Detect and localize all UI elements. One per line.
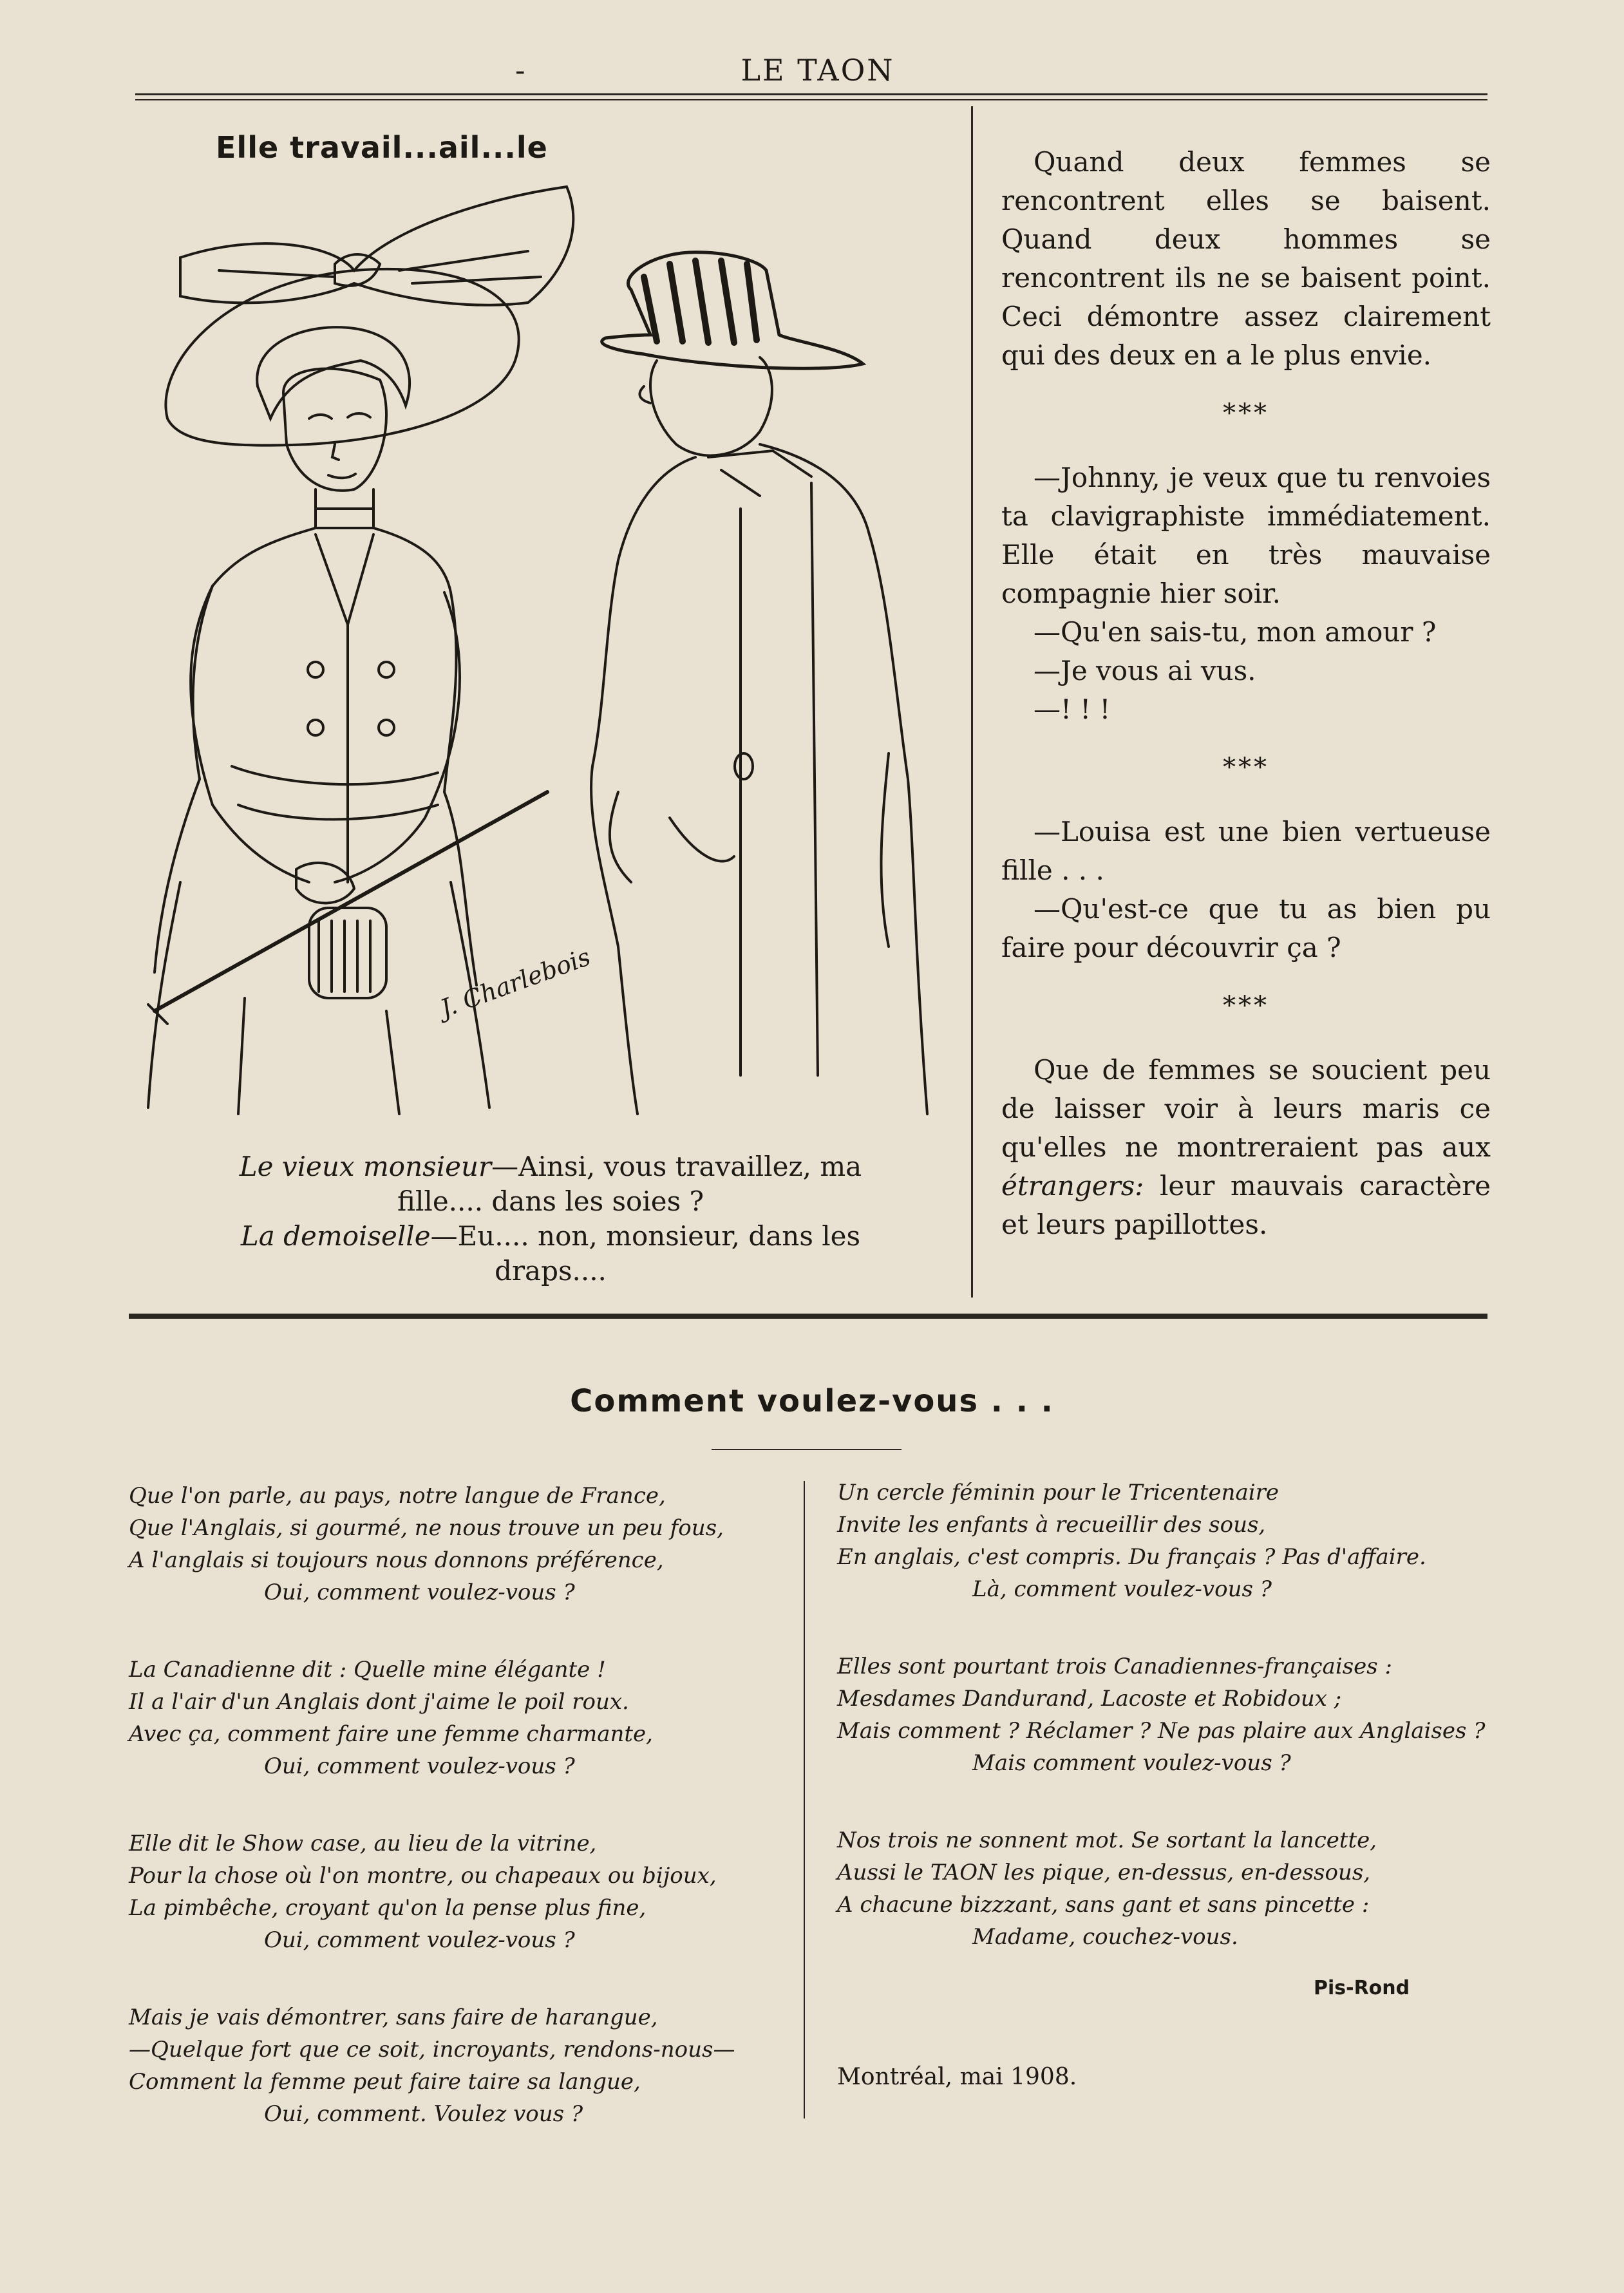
masthead-title: LE TAON bbox=[741, 53, 895, 88]
poem-line: La pimbêche, croyant qu'on la pense plus fine, bbox=[129, 1895, 647, 1921]
cartoon-caption bbox=[212, 1149, 889, 1288]
poem-line: Mais comment ? Réclamer ? Ne pas plaire aux Anglaises ? bbox=[837, 1718, 1486, 1744]
poem-line: Il a l'air d'un Anglais dont j'aime le poil roux. bbox=[129, 1689, 629, 1715]
caption-line-1 bbox=[212, 1149, 889, 1219]
woman-jacket bbox=[155, 528, 477, 985]
poem-right-column bbox=[837, 1477, 1486, 1998]
separator-stars-1: *** bbox=[1223, 399, 1269, 428]
joke-4-after: leur mauvais caractère et leurs papillottes. bbox=[1001, 1170, 1491, 1240]
poem-refrain: Mais comment voulez-vous ? bbox=[972, 1750, 1291, 1776]
caption-line-2 bbox=[212, 1219, 889, 1288]
poem-line: —Quelque fort que ce soit, incroyants, rendons-nous— bbox=[129, 2037, 735, 2062]
caption-speaker-1: Le vieux monsieur bbox=[239, 1151, 492, 1182]
poem-column-divider bbox=[804, 1481, 805, 2118]
caption-text-2: —Eu.... non, monsieur, dans les draps.... bbox=[430, 1220, 861, 1287]
poem-line: Invite les enfants à recueillir des sous, bbox=[837, 1512, 1266, 1538]
poem-refrain: Madame, couchez-vous. bbox=[972, 1924, 1238, 1950]
woman-face bbox=[283, 369, 386, 491]
poem-line: Mesdames Dandurand, Lacoste et Robidoux ; bbox=[837, 1686, 1342, 1712]
poem-left-column bbox=[129, 1480, 786, 2175]
column-divider-top bbox=[971, 106, 973, 1297]
poem-line: Que l'Anglais, si gourmé, ne nous trouve un peu fous, bbox=[129, 1515, 724, 1541]
poem-line: En anglais, c'est compris. Du français ? Pas d'affaire. bbox=[837, 1544, 1426, 1570]
poem-stanza bbox=[837, 1650, 1486, 1779]
caption-speaker-2: La demoiselle bbox=[240, 1220, 431, 1252]
poem-line: Avec ça, comment faire une femme charmante, bbox=[129, 1721, 653, 1747]
poem-line: A chacune bizzzant, sans gant et sans pincette : bbox=[837, 1892, 1370, 1918]
joke-3-line-1: —Louisa est une bien vertueuse fille . . . bbox=[1001, 816, 1491, 886]
hat-brim bbox=[165, 269, 518, 446]
joke-2-line-1: —Johnny, je veux que tu renvoies ta clavigraphiste immédiatement. Elle était en très mauvaise compagnie hier soir. bbox=[1001, 462, 1491, 609]
poem-stanza bbox=[837, 1824, 1481, 1953]
artist-signature: J. Charlebois bbox=[437, 942, 594, 1023]
poem-dateline: Montréal, mai 1908. bbox=[837, 2064, 1077, 2090]
hat-bow bbox=[180, 187, 573, 305]
poem-line: Un cercle féminin pour le Tricentenaire bbox=[837, 1480, 1279, 1505]
joke-3-line-2: —Qu'est-ce que tu as bien pu faire pour découvrir ça ? bbox=[1001, 893, 1491, 963]
poem-stanza bbox=[837, 1477, 1481, 1605]
poem-line: Aussi le TAON les pique, en-dessus, en-dessous, bbox=[837, 1860, 1371, 1885]
poem-line: Elles sont pourtant trois Canadiennes-françaises : bbox=[837, 1654, 1392, 1679]
poem-stanza bbox=[129, 2001, 786, 2130]
section-rule-thick bbox=[129, 1314, 1487, 1319]
poem-stanza bbox=[129, 1480, 786, 1609]
poem-stanza bbox=[129, 1654, 786, 1782]
handbag bbox=[309, 908, 386, 998]
poem-line: Que l'on parle, au pays, notre langue de France, bbox=[129, 1483, 666, 1509]
poem-line: Elle dit le Show case, au lieu de la vitrine, bbox=[129, 1831, 597, 1856]
poem-title: Comment voulez-vous . . . bbox=[570, 1383, 1054, 1419]
cartoon-illustration bbox=[142, 174, 966, 1127]
joke-4 bbox=[1001, 1051, 1491, 1244]
joke-2-line-4: —! ! ! bbox=[1034, 694, 1111, 725]
joke-4-before: Que de femmes se soucient peu de laisser voir à leurs maris ce qu'elles ne montreraient pas aux bbox=[1001, 1054, 1491, 1163]
poem-refrain: Oui, comment. Voulez vous ? bbox=[264, 2101, 583, 2127]
joke-1: Quand deux femmes se rencontrent elles se baisent. Quand deux hommes se rencontrent ils ne se baisent point. Ceci démontre assez clairement qui des deux en a le plus envie. bbox=[1001, 146, 1491, 371]
poem-line: A l'anglais si toujours nous donnons préférence, bbox=[129, 1547, 664, 1573]
joke-2-line-2: —Qu'en sais-tu, mon amour ? bbox=[1034, 616, 1437, 648]
poem-line: Comment la femme peut faire taire sa langue, bbox=[129, 2069, 641, 2095]
separator-stars-3: *** bbox=[1223, 991, 1269, 1021]
masthead-rule-bottom bbox=[135, 99, 1487, 100]
poem-refrain: Oui, comment voulez-vous ? bbox=[264, 1927, 575, 1953]
poem-line: Nos trois ne sonnent mot. Se sortant la lancette, bbox=[837, 1827, 1377, 1853]
poem-stanza bbox=[129, 1827, 786, 1956]
poem-refrain: Oui, comment voulez-vous ? bbox=[264, 1753, 575, 1779]
poem-refrain: Oui, comment voulez-vous ? bbox=[264, 1580, 575, 1605]
poem-signature: Pis-Rond bbox=[1314, 1977, 1410, 1999]
poem-line: La Canadienne dit : Quelle mine élégante ! bbox=[129, 1657, 606, 1683]
caption-text-1: —Ainsi, vous travaillez, ma fille.... dans les soies ? bbox=[397, 1151, 862, 1217]
masthead-dash: - bbox=[515, 53, 525, 88]
cartoon-title: Elle travail...ail...le bbox=[216, 130, 548, 165]
man-coat bbox=[591, 444, 927, 1114]
joke-4-italic: étrangers: bbox=[1001, 1170, 1144, 1202]
poem-line: Pour la chose où l'on montre, ou chapeaux ou bijoux, bbox=[129, 1863, 717, 1889]
man-head bbox=[650, 357, 772, 455]
poem-refrain: Là, comment voulez-vous ? bbox=[972, 1576, 1272, 1602]
poem-title-underline bbox=[712, 1449, 902, 1450]
joke-2-line-3: —Je vous ai vus. bbox=[1034, 655, 1256, 686]
jokes-column bbox=[1001, 143, 1491, 1244]
masthead-rule-top bbox=[135, 93, 1487, 95]
top-hat bbox=[602, 252, 863, 368]
poem-line: Mais je vais démontrer, sans faire de harangue, bbox=[129, 2005, 658, 2030]
separator-stars-2: *** bbox=[1223, 753, 1269, 782]
